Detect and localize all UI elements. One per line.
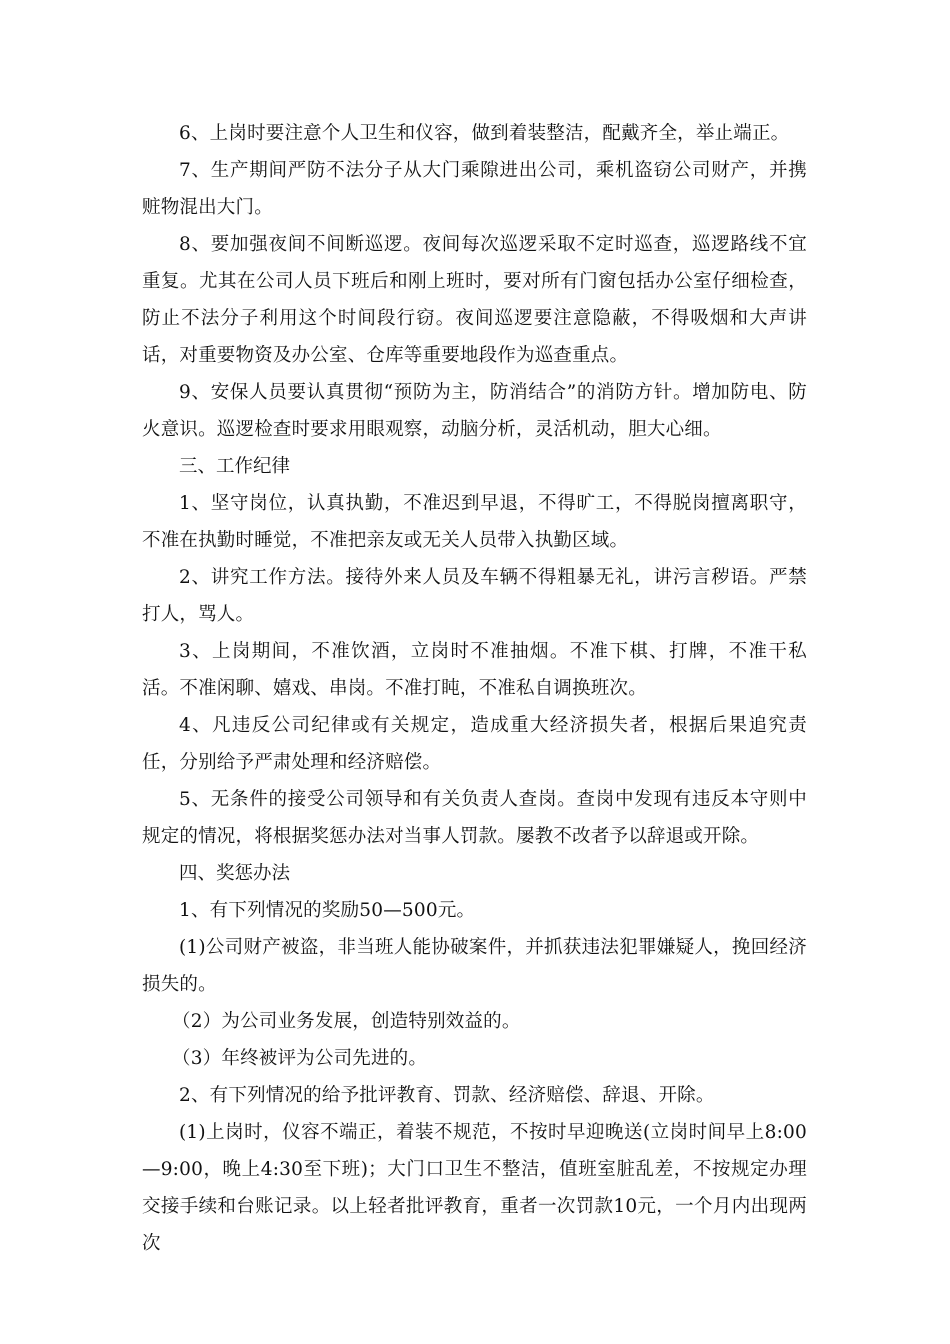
section-heading-work-discipline: 三、工作纪律 (179, 456, 291, 477)
paragraph-penalty-2a: (1)上岗时，仪容不端正，着装不规范，不按时早迎晚送(立岗时间早上8:00—9:00，晚上4:30至下班)；大门口卫生不整洁，值班室脏乱差，不按规定办理交接手续和台账记录。以上轻者批评教育，重者一次罚款10元，一个月内出现两次 (142, 1122, 807, 1254)
paragraph-duty-7: 7、生产期间严防不法分子从大门乘隙进出公司，乘机盗窃公司财产，并携赃物混出大门。 (142, 160, 807, 218)
document-page (142, 115, 807, 1262)
paragraph-duty-6: 6、上岗时要注意个人卫生和仪容，做到着装整洁，配戴齐全，举止端正。 (179, 123, 790, 144)
paragraph-discipline-2: 2、讲究工作方法。接待外来人员及车辆不得粗暴无礼，讲污言秽语。严禁打人，骂人。 (142, 567, 807, 625)
section-heading-rewards-penalties: 四、奖惩办法 (179, 863, 291, 884)
paragraph-duty-8: 8、要加强夜间不间断巡逻。夜间每次巡逻采取不定时巡查，巡逻路线不宜重复。尤其在公司人员下班后和刚上班时，要对所有门窗包括办公室仔细检查，防止不法分子利用这个时间段行窃。夜间巡逻要注意隐蔽，不得吸烟和大声讲话，对重要物资及办公室、仓库等重要地段作为巡查重点。 (142, 234, 807, 366)
paragraph-discipline-3: 3、上岗期间，不准饮酒，立岗时不准抽烟。不准下棋、打牌，不准干私活。不准闲聊、嬉戏、串岗。不准打盹，不准私自调换班次。 (142, 641, 807, 699)
paragraph-reward-1b: （2）为公司业务发展，创造特别效益的。 (172, 1011, 521, 1032)
paragraph-penalty-2: 2、有下列情况的给予批评教育、罚款、经济赔偿、辞退、开除。 (179, 1085, 715, 1106)
paragraph-reward-1a: (1)公司财产被盗，非当班人能协破案件，并抓获违法犯罪嫌疑人，挽回经济损失的。 (142, 937, 807, 995)
paragraph-duty-9: 9、安保人员要认真贯彻“预防为主，防消结合”的消防方针。增加防电、防火意识。巡逻检查时要求用眼观察，动脑分析，灵活机动，胆大心细。 (142, 382, 807, 440)
paragraph-discipline-5: 5、无条件的接受公司领导和有关负责人查岗。查岗中发现有违反本守则中规定的情况，将根据奖惩办法对当事人罚款。屡教不改者予以辞退或开除。 (142, 789, 807, 847)
paragraph-discipline-4: 4、凡违反公司纪律或有关规定，造成重大经济损失者，根据后果追究责任，分别给予严肃处理和经济赔偿。 (142, 715, 807, 773)
paragraph-reward-1: 1、有下列情况的奖励50—500元。 (179, 900, 476, 921)
paragraph-reward-1c: （3）年终被评为公司先进的。 (172, 1048, 428, 1069)
paragraph-discipline-1: 1、坚守岗位，认真执勤，不准迟到早退，不得旷工，不得脱岗擅离职守，不准在执勤时睡觉，不准把亲友或无关人员带入执勤区域。 (142, 493, 807, 551)
